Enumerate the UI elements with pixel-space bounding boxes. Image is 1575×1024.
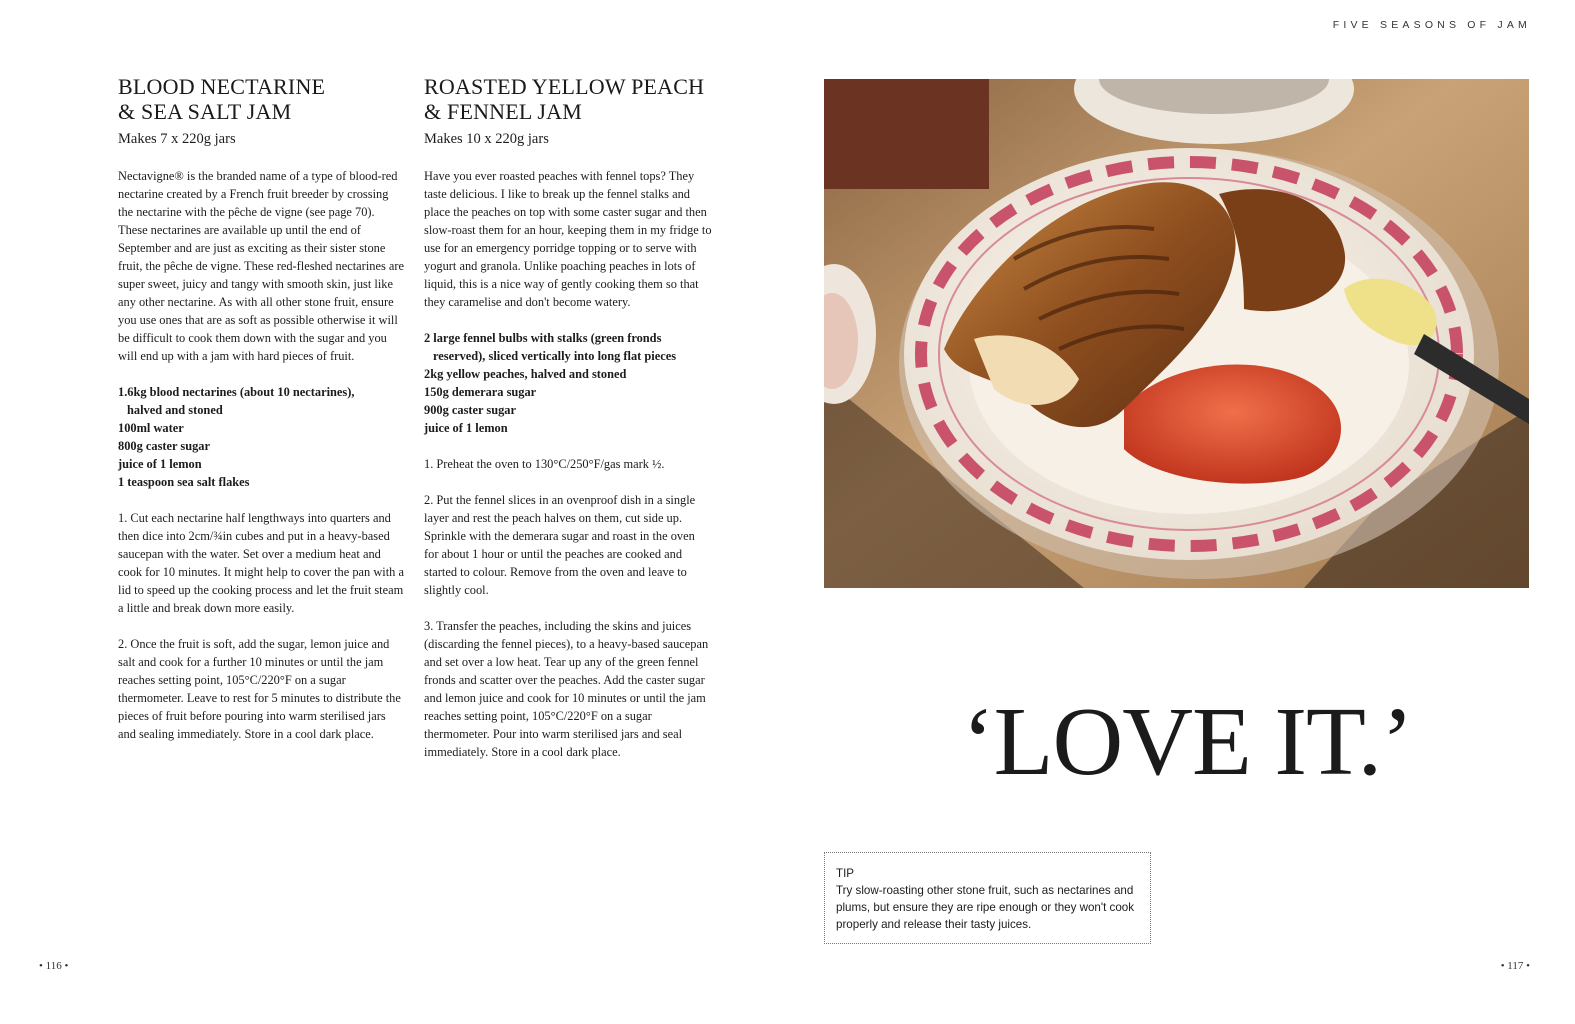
- ingredient-item: juice of 1 lemon: [118, 457, 202, 471]
- ingredient-item: 800g caster sugar: [118, 439, 210, 453]
- method-step: 3. Transfer the peaches, including the skins and juices (discarding the fennel pieces), to a heavy-based saucepan and set over a low heat. Tear up any of the green fennel fronds and scatter over the peaches. Add the caster sugar and lemon juice and cook for 10 minutes or until the jam reaches setting point, 105°C/220°F on a sugar thermometer. Pour into warm sterilised jars and seal immediately. Store in a cool dark place.: [424, 619, 709, 759]
- croissant-photo: [824, 79, 1529, 588]
- croissant-illustration: [824, 79, 1529, 588]
- ingredient-item: 1.6kg blood nectarines (about 10 nectarines), halved and stoned: [118, 385, 355, 417]
- method-step: 2. Put the fennel slices in an ovenproof dish in a single layer and rest the peach halves on them, cut side up. Sprinkle with the demerara sugar and roast in the oven for about 1 hour or until the peaches are cooked and started to colour. Remove from the oven and leave to slightly cool.: [424, 493, 696, 597]
- ingredient-list: [424, 329, 712, 437]
- method-step: 1. Cut each nectarine half lengthways into quarters and then dice into 2cm/¾in cubes and put in a heavy-based saucepan with the water. Set over a medium heat and cook for 10 minutes. It might help to cover the pan with a lid to speed up the cooking process and let the fruit steam a little and break down more easily.: [118, 511, 404, 615]
- method-step: 1. Preheat the oven to 130°C/250°F/gas mark ½.: [424, 457, 665, 471]
- recipe-title: [118, 74, 406, 124]
- recipe-yield: Makes 7 x 220g jars: [118, 131, 236, 147]
- ingredient-item: 1 teaspoon sea salt flakes: [118, 475, 250, 489]
- method-steps: [424, 455, 712, 761]
- recipe-intro: Have you ever roasted peaches with fennel tops? They taste delicious. I like to break up the fennel stalks and place the peaches on top with some caster sugar and then slow-roast them for an hour, keeping them in my fridge to use for an emergency porridge topping or to serve with yogurt and granola. Unlike poaching peaches in lots of liquid, this is a nice way of gently cooking them so that they caramelise and don't become watery.: [424, 169, 712, 309]
- ingredient-item: 150g demerara sugar: [424, 385, 537, 399]
- recipe-title-line-2: & SEA SALT JAM: [118, 99, 292, 124]
- ingredient-item: 2kg yellow peaches, halved and stoned: [424, 367, 627, 381]
- page-number-left: • 116 •: [39, 960, 69, 972]
- tip-box: [824, 852, 1151, 944]
- recipe-blood-nectarine: [118, 74, 406, 743]
- recipe-yield: Makes 10 x 220g jars: [424, 131, 549, 147]
- running-head: FIVE SEASONS OF JAM: [1332, 19, 1531, 31]
- recipe-roasted-peach: [424, 74, 712, 761]
- ingredient-item: 900g caster sugar: [424, 403, 516, 417]
- tip-label: TIP: [836, 867, 855, 880]
- recipe-title: [424, 74, 712, 124]
- ingredient-item: 2 large fennel bulbs with stalks (green fronds reserved), sliced vertically into long flat pieces: [424, 331, 677, 363]
- recipe-intro: Nectavigne® is the branded name of a type of blood-red nectarine created by a French fruit breeder by crossing the nectarine with the pêche de vigne (see page 70). These nectarines are available up until the end of September and are just as exciting as their sister stone fruit, the pêche de vigne. These red-fleshed nectarines are super sweet, juicy and tangy with smooth skin, just like any other nectarine. As with all other stone fruit, ensure you use ones that are as soft as possible otherwise it will be difficult to cook them down with the sugar and you will end up with a jam with hard pieces of fruit.: [118, 169, 404, 363]
- tip-text: Try slow-roasting other stone fruit, such as nectarines and plums, but ensure they are ripe enough or they won't cook properly and release their tasty juices.: [836, 884, 1135, 931]
- method-step: 2. Once the fruit is soft, add the sugar, lemon juice and salt and cook for a further 10 minutes or until the jam reaches setting point, 105°C/220°F on a sugar thermometer. Leave to rest for 5 minutes to distribute the pieces of fruit before pouring into warm sterilised jars and sealing immediately. Store in a cool dark place.: [118, 637, 401, 741]
- ingredient-item: 100ml water: [118, 421, 184, 435]
- recipe-title-line-1: BLOOD NECTARINE: [118, 74, 326, 99]
- recipe-title-line-2: & FENNEL JAM: [424, 99, 583, 124]
- ingredient-list: [118, 383, 406, 491]
- pull-quote: ‘LOVE IT.’: [962, 688, 1413, 796]
- page-number-right: • 117 •: [1500, 960, 1530, 972]
- ingredient-item: juice of 1 lemon: [424, 421, 508, 435]
- method-steps: [118, 509, 406, 743]
- recipe-title-line-1: ROASTED YELLOW PEACH: [424, 74, 705, 99]
